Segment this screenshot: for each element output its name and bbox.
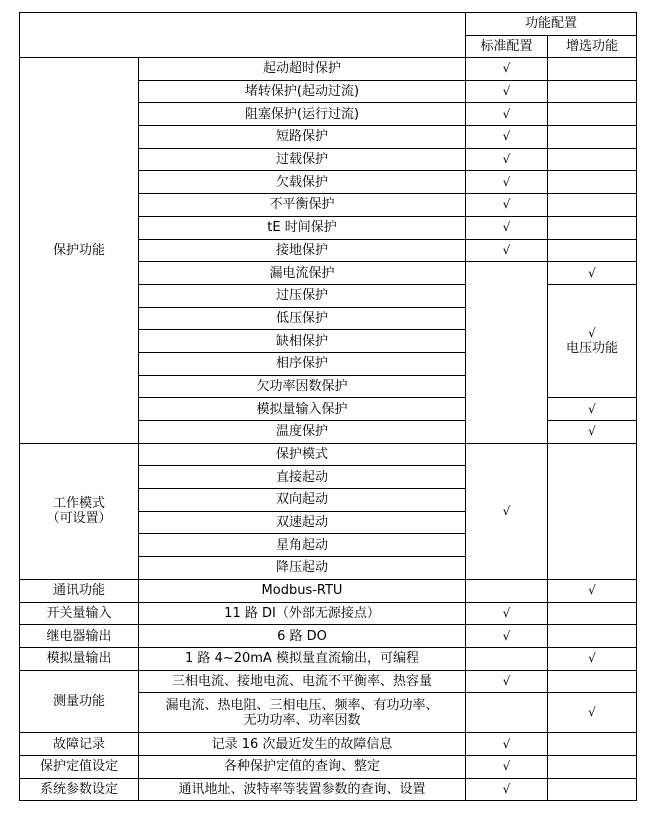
optional-check: √ xyxy=(548,647,637,670)
standard-check: √ xyxy=(466,148,548,171)
header-standard: 标准配置 xyxy=(466,35,548,58)
work-mode-item: 降压起动 xyxy=(139,557,466,580)
category-protection-setting: 保护定值设定 xyxy=(20,755,139,778)
optional-empty xyxy=(548,670,637,693)
measurement-desc-optional xyxy=(139,693,466,733)
work-mode-label: 工作模式 xyxy=(52,496,105,512)
optional-check: √ xyxy=(548,421,637,444)
voltage-function-cell xyxy=(548,284,637,397)
standard-empty-block xyxy=(466,262,548,444)
protection-item: 温度保护 xyxy=(139,421,466,444)
standard-check: √ xyxy=(466,733,548,756)
work-mode-sublabel: （可设置） xyxy=(46,511,112,527)
standard-check: √ xyxy=(466,670,548,693)
protection-item: 接地保护 xyxy=(139,239,466,262)
protection-item: 漏电流保护 xyxy=(139,262,466,285)
category-digital-input: 开关量输入 xyxy=(20,602,139,625)
protection-item: 短路保护 xyxy=(139,126,466,149)
optional-empty xyxy=(548,80,637,103)
protection-item: 起动超时保护 xyxy=(139,58,466,81)
optional-empty xyxy=(548,239,637,262)
optional-check: √ xyxy=(548,693,637,733)
fault-record-desc: 记录 16 次最近发生的故障信息 xyxy=(139,733,466,756)
protection-setting-desc: 各种保护定值的查询、整定 xyxy=(139,755,466,778)
analog-output-desc: 1 路 4~20mA 模拟量直流输出，可编程 xyxy=(139,647,466,670)
protection-item: tE 时间保护 xyxy=(139,216,466,239)
header-optional: 增选功能 xyxy=(548,35,637,58)
communication-desc: Modbus-RTU xyxy=(139,579,466,602)
optional-check: √ xyxy=(588,326,596,341)
optional-check: √ xyxy=(548,579,637,602)
optional-check: √ xyxy=(548,398,637,421)
protection-item: 堵转保护(起动过流) xyxy=(139,80,466,103)
header-feature-config: 功能配置 xyxy=(466,13,637,36)
optional-empty xyxy=(548,602,637,625)
protection-item: 欠载保护 xyxy=(139,171,466,194)
optional-empty-block xyxy=(548,443,637,579)
category-measurement: 测量功能 xyxy=(20,670,139,733)
feature-config-table xyxy=(19,12,637,801)
standard-check: √ xyxy=(466,103,548,126)
digital-input-desc: 11 路 DI（外部无源接点） xyxy=(139,602,466,625)
work-mode-item: 双速起动 xyxy=(139,511,466,534)
relay-output-desc: 6 路 DO xyxy=(139,625,466,648)
standard-check: √ xyxy=(466,171,548,194)
standard-check: √ xyxy=(466,239,548,262)
optional-empty xyxy=(548,171,637,194)
protection-item: 缺相保护 xyxy=(139,330,466,353)
standard-check: √ xyxy=(466,778,548,801)
voltage-function-label: 电压功能 xyxy=(566,341,619,357)
category-system-param: 系统参数设定 xyxy=(20,778,139,801)
protection-item: 欠功率因数保护 xyxy=(139,375,466,398)
standard-check: √ xyxy=(466,216,548,239)
optional-empty xyxy=(548,148,637,171)
category-communication: 通讯功能 xyxy=(20,579,139,602)
work-mode-item: 直接起动 xyxy=(139,466,466,489)
optional-empty xyxy=(548,733,637,756)
protection-item: 过压保护 xyxy=(139,284,466,307)
standard-check: √ xyxy=(466,602,548,625)
optional-empty xyxy=(548,103,637,126)
protection-item: 相序保护 xyxy=(139,352,466,375)
standard-check: √ xyxy=(466,80,548,103)
standard-check: √ xyxy=(466,625,548,648)
standard-check: √ xyxy=(466,58,548,81)
standard-empty xyxy=(466,693,548,733)
system-param-desc: 通讯地址、波特率等装置参数的查询、设置 xyxy=(139,778,466,801)
category-fault-record: 故障记录 xyxy=(20,733,139,756)
header-blank-cell xyxy=(20,13,466,58)
optional-empty xyxy=(548,216,637,239)
standard-check: √ xyxy=(466,443,548,579)
protection-item: 不平衡保护 xyxy=(139,194,466,217)
category-relay-output: 继电器输出 xyxy=(20,625,139,648)
measurement-desc-line: 漏电流、热电阻、三相电压、频率、有功功率、 xyxy=(165,697,439,713)
optional-empty xyxy=(548,755,637,778)
work-mode-item: 星角起动 xyxy=(139,534,466,557)
work-mode-item: 保护模式 xyxy=(139,443,466,466)
work-mode-item: 双向起动 xyxy=(139,489,466,512)
protection-item: 低压保护 xyxy=(139,307,466,330)
optional-empty xyxy=(548,778,637,801)
optional-empty xyxy=(548,126,637,149)
optional-empty xyxy=(548,625,637,648)
optional-empty xyxy=(548,58,637,81)
standard-empty xyxy=(466,579,548,602)
standard-check: √ xyxy=(466,126,548,149)
category-protection: 保护功能 xyxy=(20,58,139,444)
protection-item: 过载保护 xyxy=(139,148,466,171)
optional-empty xyxy=(548,194,637,217)
standard-check: √ xyxy=(466,755,548,778)
optional-check: √ xyxy=(548,262,637,285)
measurement-desc-line: 无功功率、功率因数 xyxy=(243,712,361,728)
protection-item: 阻塞保护(运行过流) xyxy=(139,103,466,126)
category-analog-output: 模拟量输出 xyxy=(20,647,139,670)
measurement-desc-standard: 三相电流、接地电流、电流不平衡率、热容量 xyxy=(139,670,466,693)
category-work-mode xyxy=(20,443,139,579)
protection-item: 模拟量输入保护 xyxy=(139,398,466,421)
standard-empty xyxy=(466,647,548,670)
standard-check: √ xyxy=(466,194,548,217)
